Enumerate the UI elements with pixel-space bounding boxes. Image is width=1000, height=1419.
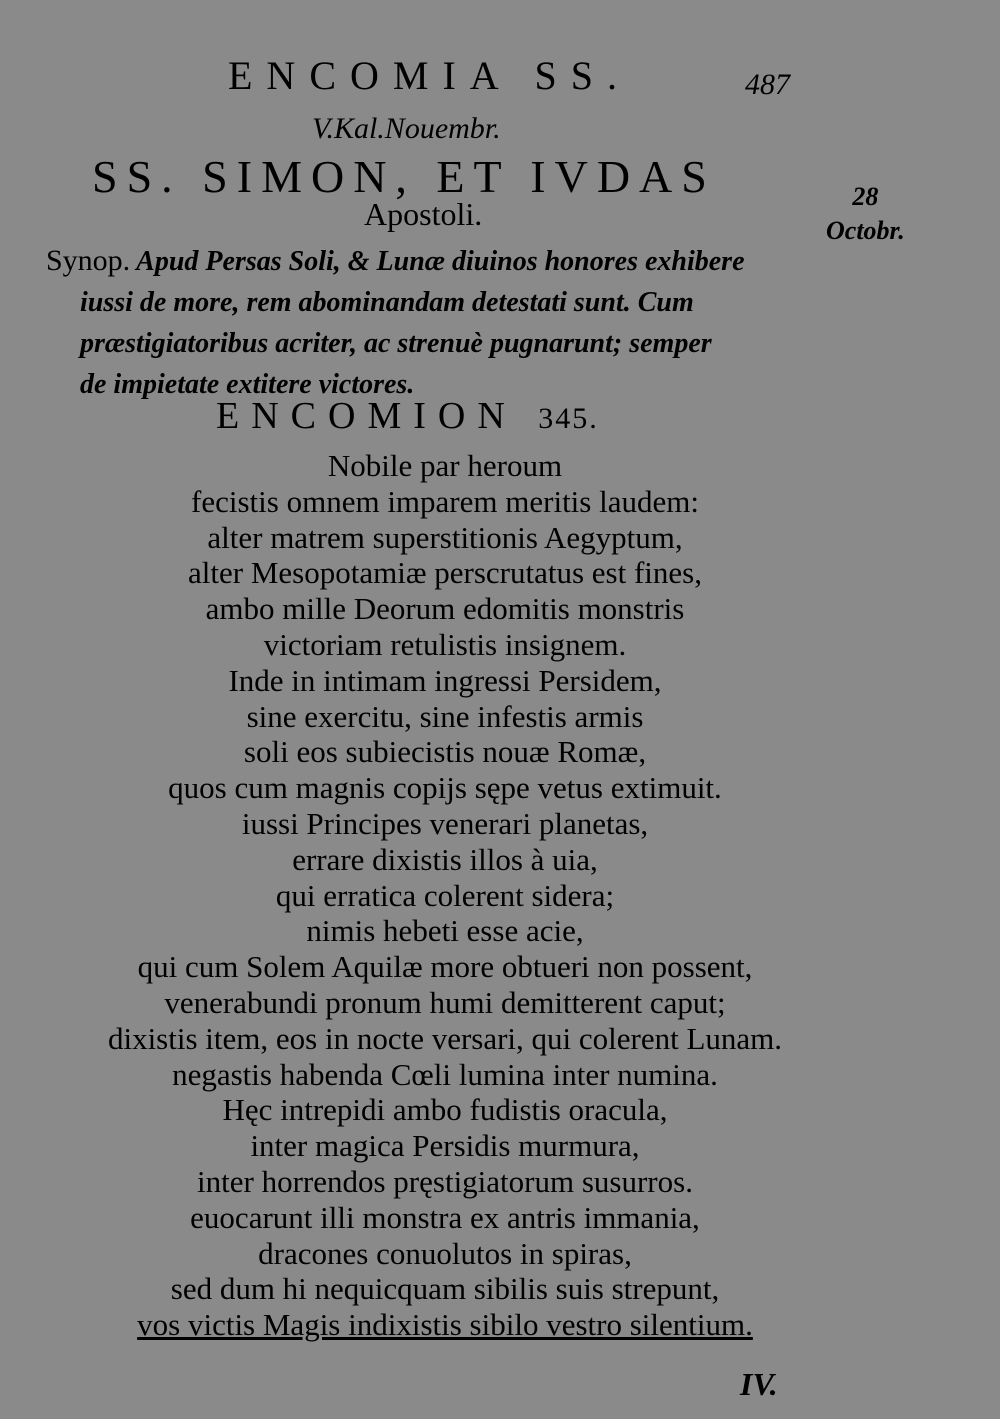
poem-line: sed dum hi nequicquam sibilis suis strepunt,: [170, 1271, 720, 1307]
poem-line: alter matrem superstitionis Aegyptum,: [207, 519, 683, 555]
section-heading-text: ENCOMION: [216, 395, 517, 437]
feast-date-line: V.Kal.Nouembr.: [312, 112, 501, 145]
synopsis-line: de impietate extitere victores.: [80, 369, 415, 400]
page-title: SS. SIMON, ET IVDAS: [92, 151, 716, 202]
synopsis: [46, 240, 816, 405]
synopsis-line: præstigiatoribus acriter, ac strenuè pugnarunt; semper: [80, 328, 712, 359]
poem-line: vos victis Magis indixistis sibilo vestro silentium.: [137, 1307, 753, 1343]
synopsis-line: Apud Persas Soli, & Lunæ diuinos honores exhibere: [136, 246, 745, 277]
section-number: 345.: [538, 402, 599, 435]
poem-line: negastis habenda Cœli lumina inter numina.: [172, 1056, 718, 1092]
synopsis-label: Synop.: [46, 244, 131, 277]
poem-line: soli eos subiecistis nouæ Romæ,: [243, 734, 647, 770]
poem-line: victoriam retulistis insignem.: [263, 626, 627, 662]
poem-line: euocarunt illi monstra ex antris immania,: [190, 1199, 700, 1235]
poem-line: errare dixistis illos à uia,: [292, 841, 598, 877]
poem-line: quos cum magnis copijs sępe vetus extimuit.: [168, 770, 722, 806]
section-heading: [216, 394, 599, 438]
poem-line: qui cum Solem Aquilæ more obtueri non possent,: [137, 949, 753, 985]
poem-line: fecistis omnem imparem meritis laudem:: [191, 483, 699, 519]
poem-line: inter horrendos pręstigiatorum susurros.: [197, 1163, 693, 1199]
poem-line: venerabundi pronum humi demitterent caput;: [164, 984, 726, 1020]
poem-line: qui erratica colerent sidera;: [275, 877, 615, 913]
catchword: IV.: [740, 1366, 778, 1402]
synopsis-line: iussi de more, rem abominandam detestati sunt. Cum: [80, 287, 694, 318]
margin-date-day: 28: [852, 182, 879, 211]
poem-line: Inde in intimam ingressi Persidem,: [228, 662, 662, 698]
poem-line: dixistis item, eos in nocte versari, qui colerent Lunam.: [107, 1020, 783, 1056]
poem-line: nimis hebeti esse acie,: [306, 913, 584, 949]
poem-line: iussi Principes venerari planetas,: [241, 805, 649, 841]
poem-line: sine exercitu, sine infestis armis: [246, 698, 644, 734]
poem-line: ambo mille Deorum edomitis monstris: [205, 591, 685, 627]
poem-line: alter Mesopotamiæ perscrutatus est fines,: [188, 555, 702, 591]
poem-line: dracones conuolutos in spiras,: [258, 1235, 632, 1271]
margin-date-month: Octobr.: [826, 216, 905, 245]
poem-line: inter magica Persidis murmura,: [250, 1128, 640, 1164]
running-title: ENCOMIA SS.: [228, 53, 631, 98]
margin-date: [826, 180, 905, 248]
page-subtitle: Apostoli.: [364, 196, 483, 232]
page-number: 487: [745, 68, 790, 101]
poem: [20, 448, 870, 1343]
poem-line: Nobile par heroum: [327, 448, 563, 483]
poem-line: Hęc intrepidi ambo fudistis oracula,: [222, 1092, 668, 1128]
